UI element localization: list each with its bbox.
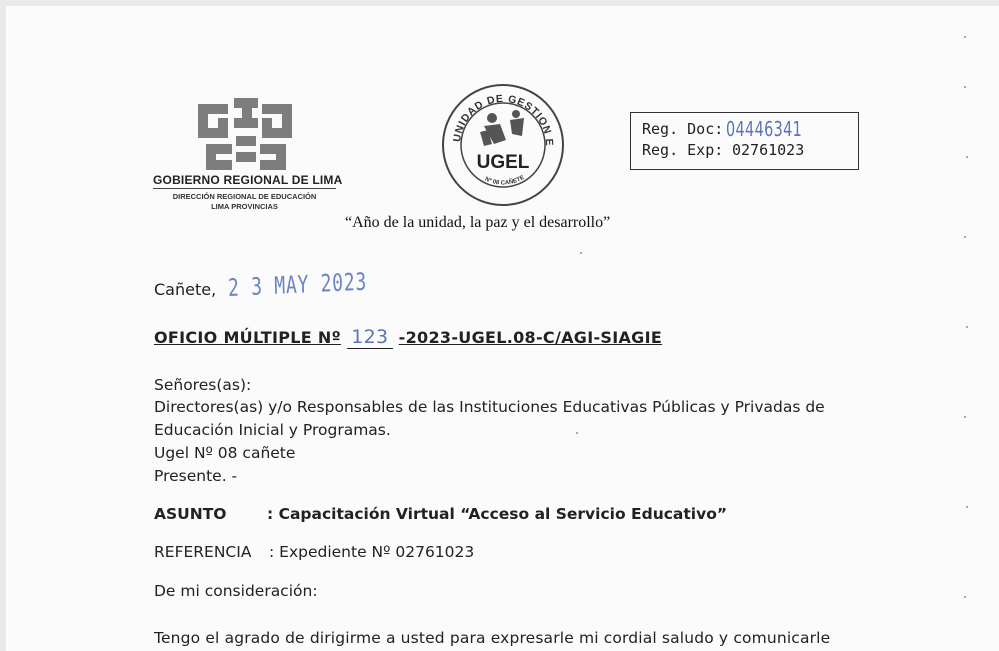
asunto-label: ASUNTO — [154, 505, 227, 523]
asunto-value: : Capacitación Virtual “Acceso al Servicio Educativo” — [267, 505, 728, 523]
document-page — [6, 6, 999, 651]
reg-doc-value: 04446341 — [726, 117, 803, 141]
ugel-seal-ring-text: UNIDAD DE GESTION E — [450, 92, 556, 147]
recipient-line-5: Presente. - — [154, 467, 238, 485]
ugel-seal-icon — [440, 82, 566, 208]
oficio-title — [154, 326, 662, 349]
ugel-seal-bottom-text: Nº 08 CAÑETE — [483, 174, 526, 187]
gobierno-logo-mark-icon — [196, 94, 296, 172]
oficio-prefix: OFICIO MÚLTIPLE Nº — [154, 328, 341, 347]
recipient-line-1: Señores(as): — [154, 376, 252, 394]
reg-exp-label: Reg. Exp: — [642, 141, 724, 159]
reg-doc-label: Reg. Doc: — [642, 120, 724, 138]
gov-subtitle — [153, 192, 336, 212]
recipient-line-2: Directores(as) y/o Responsables de las Instituciones Educativas Públicas y Privadas de — [154, 398, 825, 416]
greeting: De mi consideración: — [154, 582, 318, 600]
gov-sub1: DIRECCIÓN REGIONAL DE EDUCACIÓN — [172, 192, 317, 201]
gov-title: GOBIERNO REGIONAL DE LIMA — [153, 173, 343, 187]
ugel-seal — [440, 82, 566, 208]
ugel-seal-name: UGEL — [476, 152, 530, 173]
oficio-suffix: -2023-UGEL.08-C/AGI-SIAGIE — [398, 328, 663, 347]
reg-exp-value: 02761023 — [732, 141, 805, 159]
body-first-line: Tengo el agrado de dirigirme a usted para expresarle mi cordial saludo y comunicarle — [154, 629, 831, 647]
referencia-value: : Expediente Nº 02761023 — [269, 543, 475, 561]
place: Cañete, — [154, 280, 217, 299]
recipient-line-4: Ugel Nº 08 cañete — [154, 444, 296, 462]
motto: “Año de la unidad, la paz y el desarrollo” — [345, 214, 611, 231]
oficio-number: 123 — [347, 326, 393, 349]
recipient-line-3: Educación Inicial y Programas. — [154, 421, 391, 439]
gov-sub2: LIMA PROVINCIAS — [211, 202, 278, 211]
gov-title-rule — [153, 188, 336, 189]
date-stamp: 2 3 MAY 2023 — [227, 267, 368, 302]
gobierno-regional-logo — [196, 94, 296, 172]
referencia-label: REFERENCIA — [154, 543, 252, 561]
